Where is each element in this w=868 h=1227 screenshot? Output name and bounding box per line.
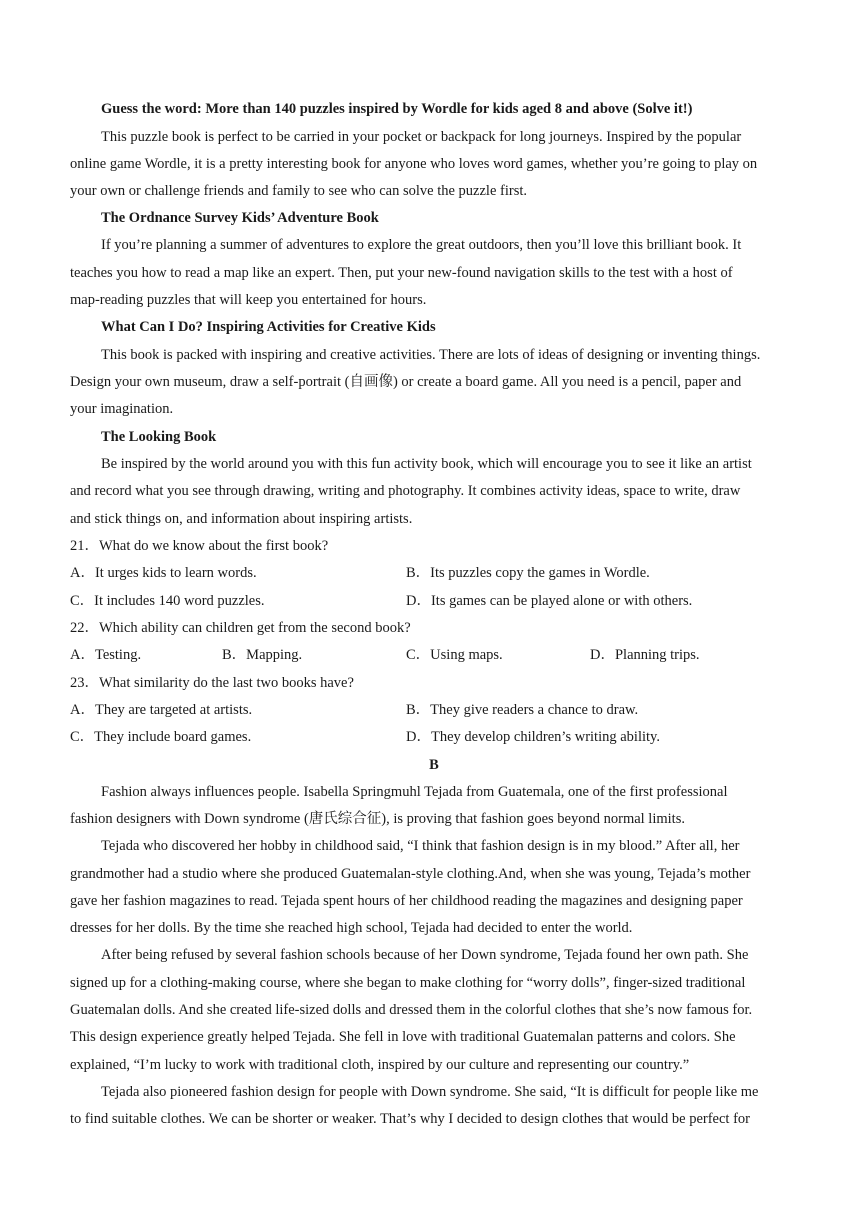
section-heading: B [429, 757, 439, 773]
question-stem: 21．What do we know about the first book? [70, 538, 329, 554]
book-description-line: Design your own museum, draw a self-portrait (自画像) or create a board game. All you need is a pencil, paper and [70, 374, 742, 390]
passage-line: This design experience greatly helped Tejada. She fell in love with traditional Guatemalan patterns and colors. She [70, 1029, 736, 1045]
book-description-line: teaches you how to read a map like an expert. Then, put your new-found navigation skills to the test with a host of [70, 265, 733, 281]
passage-line: Tejada who discovered her hobby in childhood said, “I think that fashion design is in my blood.” After all, her [101, 838, 740, 854]
book-description-line: your imagination. [70, 401, 174, 417]
passage-line: gave her fashion magazines to read. Tejada spent hours of her childhood reading the magazines and designing paper [70, 893, 743, 909]
book-title: The Looking Book [101, 429, 217, 445]
answer-option[interactable]: D．They develop children’s writing ability. [406, 729, 660, 745]
book-description-line: Be inspired by the world around you with this fun activity book, which will encourage you to see it like an artist [101, 456, 752, 472]
book-description-line: This puzzle book is perfect to be carried in your pocket or backpack for long journeys. Inspired by the popular [101, 129, 742, 145]
answer-option[interactable]: C．Using maps. [406, 647, 503, 663]
passage-line: fashion designers with Down syndrome (唐氏综合征), is proving that fashion goes beyond normal limits. [70, 811, 685, 827]
book-description-line: map-reading puzzles that will keep you entertained for hours. [70, 292, 427, 308]
answer-option[interactable]: D．Planning trips. [590, 647, 700, 663]
question-stem: 22．Which ability can children get from the second book? [70, 620, 411, 636]
book-title: The Ordnance Survey Kids’ Adventure Book [101, 210, 379, 226]
passage-line: grandmother had a studio where she produced Guatemalan-style clothing.And, when she was young, Tejada’s mother [70, 866, 751, 882]
answer-option[interactable]: C．It includes 140 word puzzles. [70, 593, 265, 609]
answer-option[interactable]: B．Its puzzles copy the games in Wordle. [406, 565, 650, 581]
passage-line: signed up for a clothing-making course, where she began to make clothing for “worry dolls”, finger-sized traditional [70, 975, 746, 991]
answer-option[interactable]: B．Mapping. [222, 647, 303, 663]
passage-line: After being refused by several fashion schools because of her Down syndrome, Tejada found her own path. She [101, 947, 749, 963]
question-stem: 23．What similarity do the last two books have? [70, 675, 354, 691]
passage-line: to find suitable clothes. We can be shorter or weaker. That’s why I decided to design clothes that would be perfect for [70, 1111, 750, 1127]
passage-line: Fashion always influences people. Isabella Springmuhl Tejada from Guatemala, one of the first professional [101, 784, 728, 800]
book-title: Guess the word: More than 140 puzzles inspired by Wordle for kids aged 8 and above (Solve it!) [101, 101, 693, 117]
answer-option[interactable]: A．Testing. [70, 647, 142, 663]
book-description-line: online game Wordle, it is a pretty interesting book for anyone who loves word games, whether you’re going to play on [70, 156, 758, 172]
book-description-line: and record what you see through drawing, writing and photography. It combines activity ideas, space to write, draw [70, 483, 741, 499]
passage-line: explained, “I’m lucky to work with traditional cloth, inspired by our culture and representing our country.” [70, 1057, 690, 1073]
book-description-line: This book is packed with inspiring and creative activities. There are lots of ideas of designing or inventing things. [101, 347, 761, 363]
passage-line: Tejada also pioneered fashion design for people with Down syndrome. She said, “It is difficult for people like me [101, 1084, 759, 1100]
book-title: What Can I Do? Inspiring Activities for Creative Kids [101, 319, 436, 335]
passage-line: dresses for her dolls. By the time she reached high school, Tejada had decided to enter the world. [70, 920, 633, 936]
answer-option[interactable]: A．They are targeted at artists. [70, 702, 253, 718]
passage-line: Guatemalan dolls. And she created life-sized dolls and dressed them in the colorful clothes that she’s now famous for. [70, 1002, 753, 1018]
book-description-line: your own or challenge friends and family to see who can solve the puzzle first. [70, 183, 528, 199]
book-description-line: If you’re planning a summer of adventures to explore the great outdoors, then you’ll love this brilliant book. It [101, 237, 742, 253]
answer-option[interactable]: B．They give readers a chance to draw. [406, 702, 639, 718]
answer-option[interactable]: C．They include board games. [70, 729, 252, 745]
answer-option[interactable]: D．Its games can be played alone or with others. [406, 593, 693, 609]
book-description-line: and stick things on, and information about inspiring artists. [70, 511, 413, 527]
answer-option[interactable]: A．It urges kids to learn words. [70, 565, 257, 581]
